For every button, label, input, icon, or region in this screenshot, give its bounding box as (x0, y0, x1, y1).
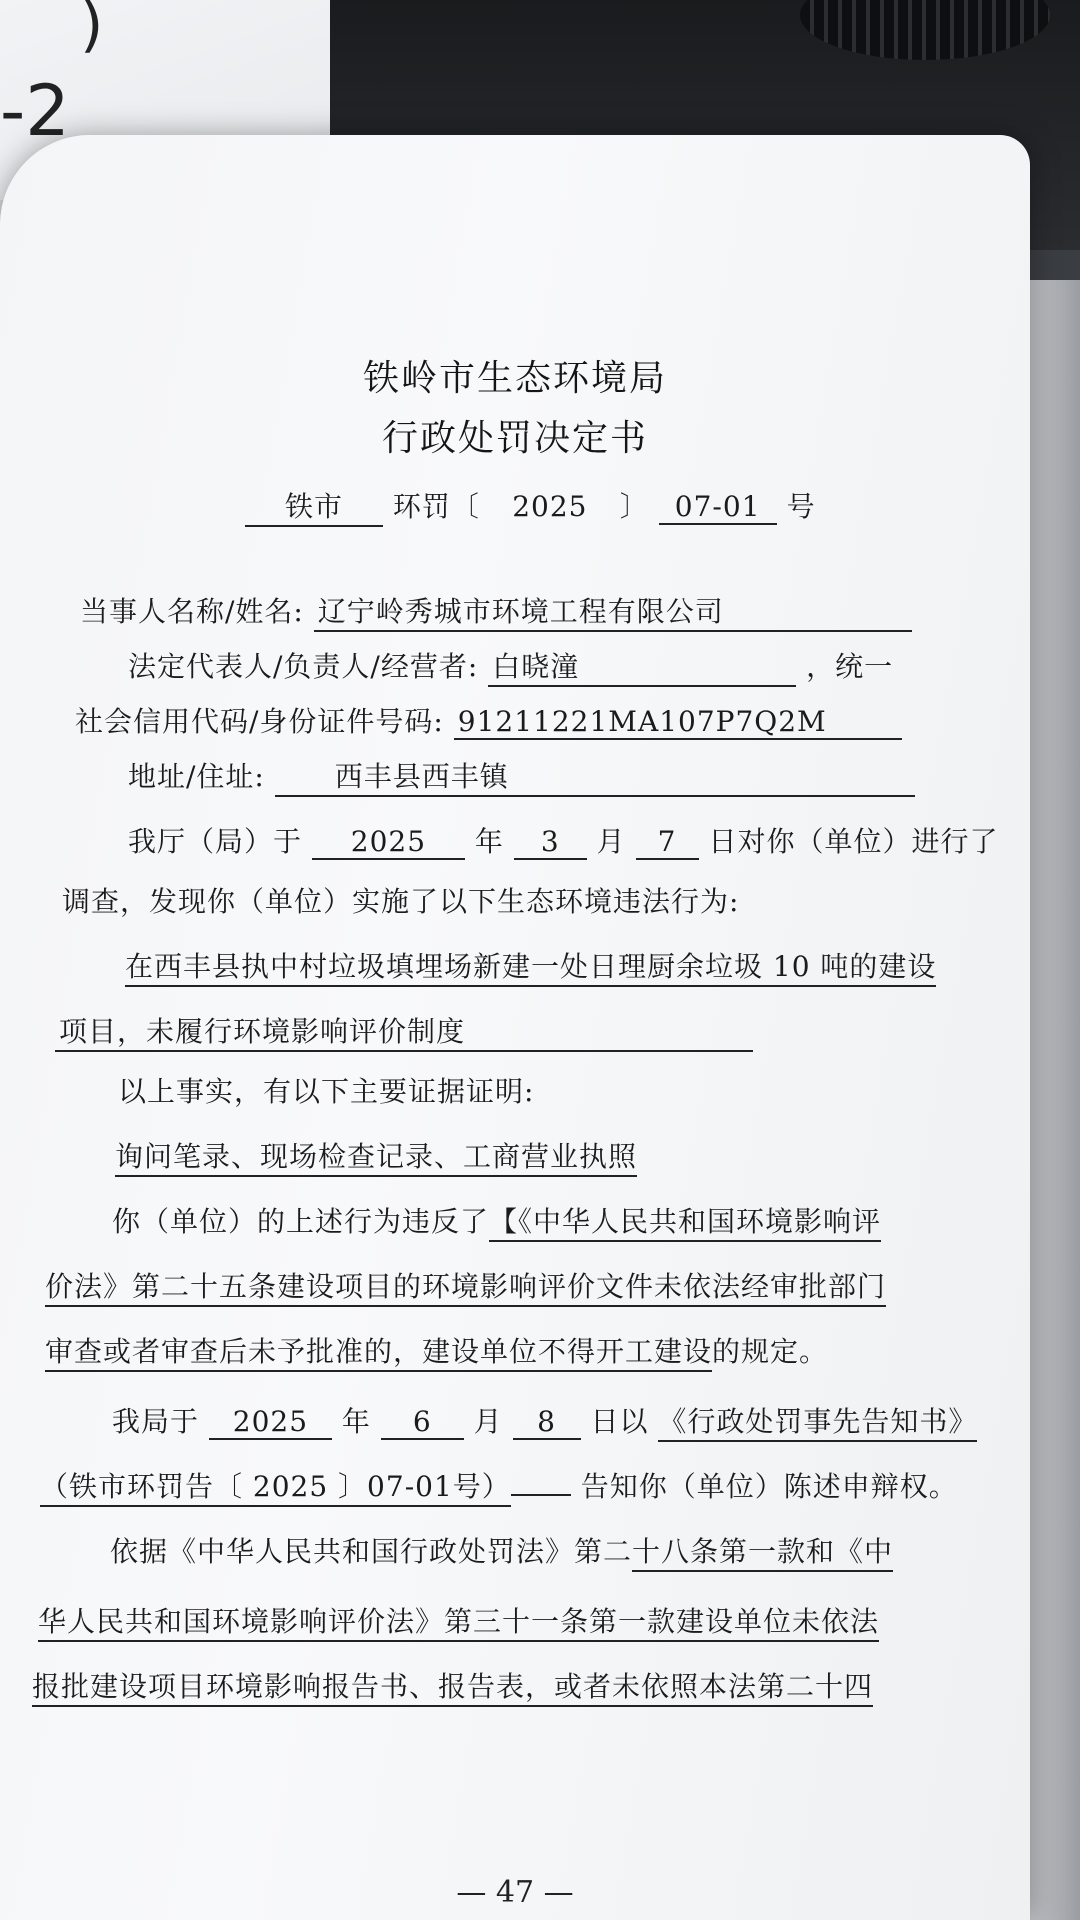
basis-text: 华人民共和国环境影响评价法》第三十一条第一款建设单位未依法 (38, 1605, 879, 1642)
document-page (0, 135, 1030, 1920)
notice-prefix: 我局于 (112, 1405, 200, 1438)
law-violated-line-2 (45, 1265, 886, 1305)
law-violated-text: 的规定。 (712, 1335, 829, 1368)
evidence-items: 询问笔录、现场检查记录、工商营业执照 (115, 1140, 637, 1177)
document-number (245, 485, 816, 527)
investigation-line (128, 820, 999, 860)
handwritten-mark: ) (80, 0, 104, 60)
year-unit: 年 (341, 1405, 371, 1438)
law-violated-text: 【《中华人民共和国环境影响评 (489, 1205, 881, 1242)
representative-label: 法定代表人/负责人/经营者: (128, 650, 479, 683)
blank-underline (511, 1494, 571, 1496)
violation-text: 在西丰县执中村垃圾填埋场新建一处日理厨余垃圾 10 吨的建设 (125, 950, 936, 987)
investigation-year: 2025 (312, 825, 465, 860)
notice-year: 2025 (209, 1405, 332, 1440)
month-unit: 月 (473, 1405, 503, 1438)
law-violated-text: 你（单位）的上述行为违反了 (112, 1205, 490, 1238)
document-type-title: 行政处罚决定书 (381, 418, 648, 459)
credit-code-line (75, 700, 902, 740)
representative-trail: ，统一 (806, 650, 894, 683)
page-number: — 47 — (456, 1875, 574, 1910)
investigation-line-2: 调查，发现你（单位）实施了以下生态环境违法行为: (62, 885, 740, 918)
representative-name: 白晓潼 (488, 645, 796, 687)
investigation-day: 7 (636, 825, 699, 860)
day-unit: 日以 (590, 1405, 649, 1438)
address-label: 地址/住址: (128, 760, 265, 793)
notice-document-ref: （铁市环罚告〔 2025 〕07-01号） (40, 1470, 511, 1507)
doc-number-bracket: 〕 (619, 490, 649, 523)
handwritten-mark: -2 (0, 70, 70, 152)
address-line (128, 755, 915, 797)
party-name-line (80, 590, 912, 632)
doc-number-suffix: 号 (786, 490, 816, 523)
law-violated-text: 价法》第二十五条建设项目的环境影响评价文件未依法经审批部门 (45, 1270, 886, 1307)
basis-line-3 (32, 1665, 873, 1705)
address: 西丰县西丰镇 (275, 755, 915, 797)
law-violated-line-3 (45, 1330, 828, 1370)
investigation-suffix: 日对你（单位）进行了 (708, 825, 999, 858)
law-violated-text: 审查或者审查后未予批准的，建设单位不得开工建设 (45, 1335, 712, 1372)
evidence-list (115, 1135, 637, 1175)
doc-number-year: 2025 (512, 490, 588, 523)
notice-suffix: 告知你（单位）陈述申辩权。 (580, 1470, 958, 1503)
violation-text: 项目，未履行环境影响评价制度 (55, 1010, 753, 1052)
basis-text: 十八条第一款和《中 (632, 1535, 893, 1572)
violation-line-2 (55, 1010, 753, 1052)
basis-line-1 (110, 1530, 893, 1570)
law-violated-line-1 (112, 1200, 881, 1240)
investigation-prefix: 我厅（局）于 (128, 825, 303, 858)
party-name: 辽宁岭秀城市环境工程有限公司 (314, 590, 912, 632)
notice-line-1 (112, 1400, 977, 1440)
notice-month: 6 (381, 1405, 464, 1440)
credit-code-label: 社会信用代码/身份证件号码: (75, 705, 444, 738)
basis-line-2 (38, 1600, 879, 1640)
party-name-label: 当事人名称/姓名: (80, 595, 304, 628)
violation-line-1 (125, 945, 936, 985)
doc-number-city: 铁市 (245, 485, 383, 527)
representative-line (128, 645, 893, 687)
year-unit: 年 (474, 825, 504, 858)
notice-day: 8 (513, 1405, 581, 1440)
credit-code: 91211221MA107P7Q2M (454, 705, 902, 740)
investigation-month: 3 (514, 825, 587, 860)
evidence-intro: 以上事实，有以下主要证据证明: (118, 1075, 535, 1108)
notice-line-2 (40, 1465, 958, 1505)
month-unit: 月 (596, 825, 626, 858)
basis-text: 报批建设项目环境影响报告书、报告表，或者未依照本法第二十四 (32, 1670, 873, 1707)
doc-number-category: 环罚〔 (392, 490, 480, 523)
agency-title: 铁岭市生态环境局 (362, 358, 667, 399)
basis-text: 依据《中华人民共和国行政处罚法》第二 (110, 1535, 633, 1568)
doc-number-serial: 07-01 (659, 490, 777, 525)
notice-document-name: 《行政处罚事先告知书》 (658, 1405, 977, 1442)
